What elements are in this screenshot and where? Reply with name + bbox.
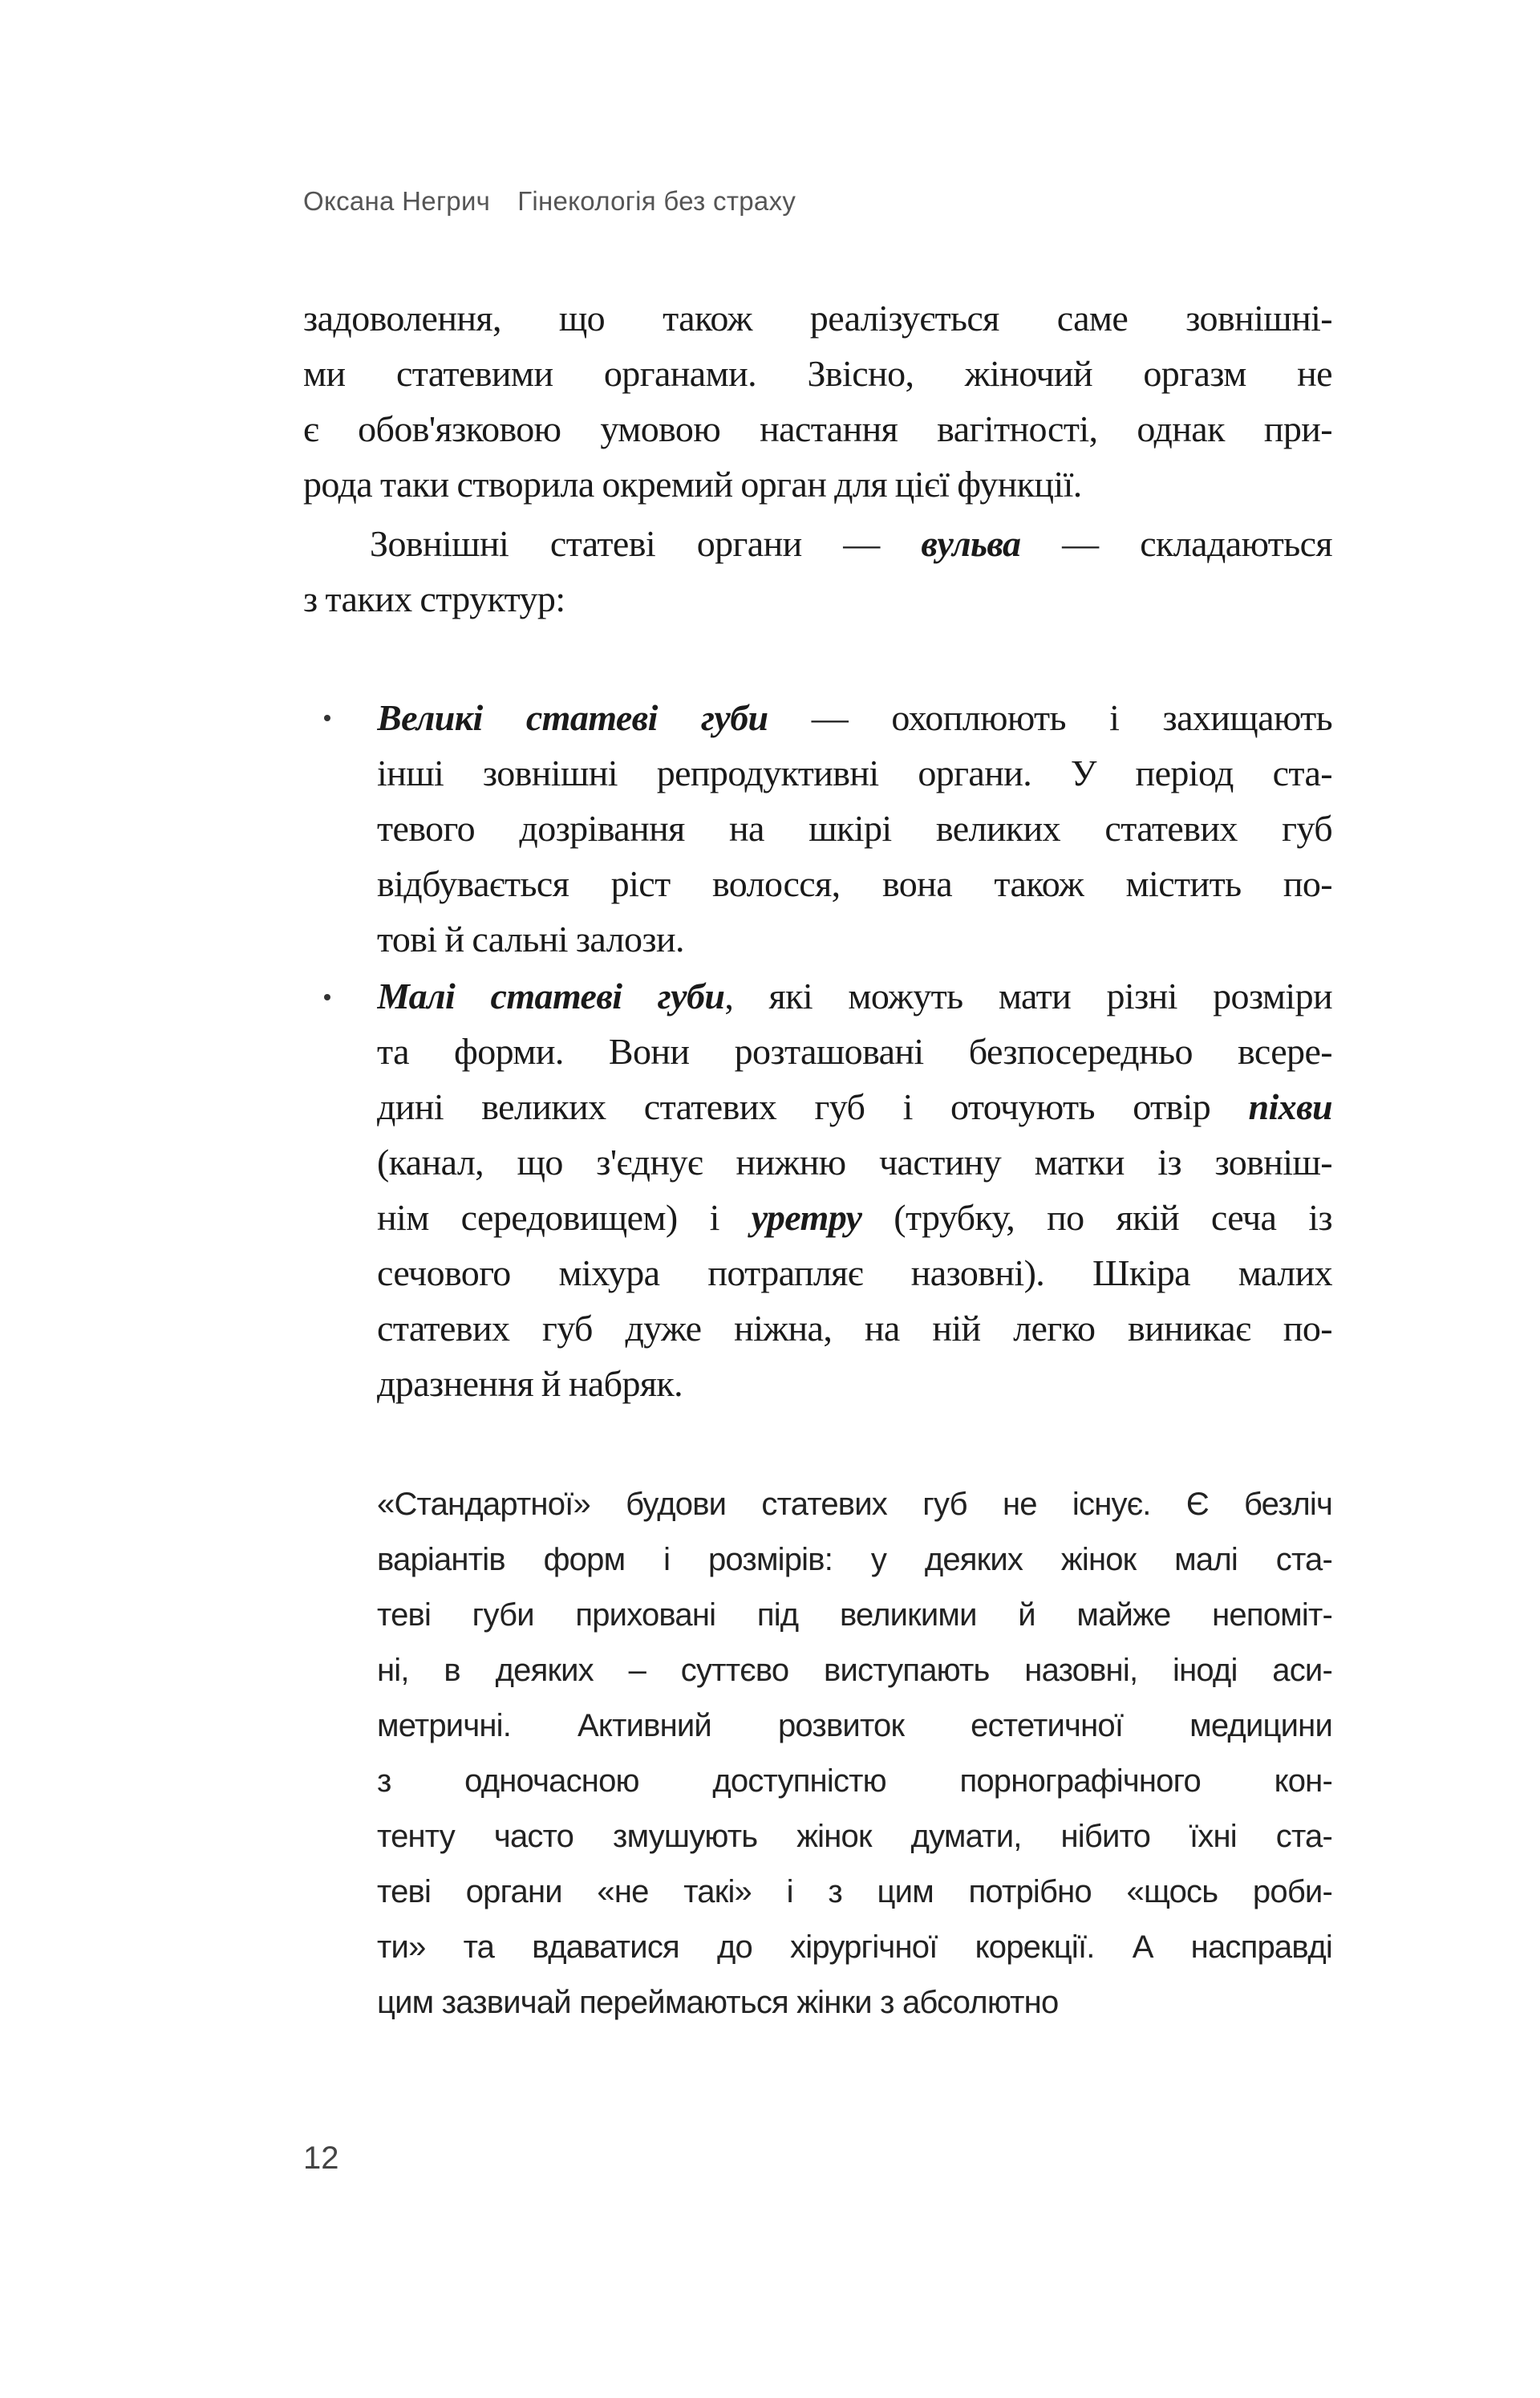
text-line bbox=[377, 1477, 1332, 1532]
text-line bbox=[377, 1024, 1332, 1079]
emphasized-term: вульва bbox=[921, 523, 1021, 564]
running-head bbox=[303, 186, 796, 217]
emphasized-term: піхви bbox=[1248, 1086, 1332, 1127]
text-segment: задоволення, що також реалізується саме зовнішні- bbox=[303, 298, 1332, 339]
text-segment: ні, в деяких – суттєво виступають назовні, іноді аси- bbox=[377, 1653, 1332, 1688]
text-line bbox=[377, 801, 1332, 856]
text-segment: тевого дозрівання на шкірі великих статевих губ bbox=[377, 808, 1332, 849]
book-title: Гінекологія без страху bbox=[517, 186, 796, 216]
text-segment: — охоплюють і захищають bbox=[768, 697, 1332, 738]
text-line bbox=[377, 911, 1332, 967]
text-segment: (трубку, по якій сеча із bbox=[861, 1197, 1332, 1238]
text-line bbox=[303, 401, 1332, 456]
paragraph-intro bbox=[303, 290, 1332, 512]
text-segment: (канал, що з'єднує нижню частину матки із зовніш- bbox=[377, 1142, 1332, 1183]
text-segment: цим зазвичай переймаються жінки з абсолютно bbox=[377, 1985, 1059, 2020]
text-segment: метричні. Активний розвиток естетичної медицини bbox=[377, 1708, 1332, 1743]
emphasized-term: уретру bbox=[751, 1197, 862, 1238]
text-line bbox=[377, 1920, 1332, 1975]
text-segment: є обов'язковою умовою настання вагітності, однак при- bbox=[303, 408, 1332, 449]
text-segment: рода таки створила окремий орган для цієї функції. bbox=[303, 464, 1082, 505]
text-segment: відбувається ріст волосся, вона також містить по- bbox=[377, 863, 1332, 904]
text-segment: варіантів форм і розмірів: у деяких жінок малі ста- bbox=[377, 1542, 1332, 1577]
text-line bbox=[377, 856, 1332, 911]
text-segment: теві губи приховані під великими й майже непоміт- bbox=[377, 1597, 1332, 1633]
text-line bbox=[303, 456, 1332, 512]
text-segment: статевих губ дуже ніжна, на ній легко виникає по- bbox=[377, 1308, 1332, 1349]
text-segment: та форми. Вони розташовані безпосередньо всере- bbox=[377, 1031, 1332, 1072]
text-segment: тенту часто змушують жінок думати, нібито їхні ста- bbox=[377, 1819, 1332, 1854]
text-line bbox=[377, 1809, 1332, 1864]
text-segment: теві органи «не такі» і з цим потрібно «щось роби- bbox=[377, 1874, 1332, 1909]
text-line bbox=[377, 690, 1332, 745]
text-line bbox=[303, 516, 1332, 571]
text-segment: тові й сальні залози. bbox=[377, 919, 684, 960]
text-segment: з одночасною доступністю порнографічного кон- bbox=[377, 1763, 1332, 1799]
text-segment: сечового міхура потрапляє назовні). Шкіра малих bbox=[377, 1252, 1332, 1293]
text-line bbox=[303, 346, 1332, 401]
text-segment: Зовнішні статеві органи — bbox=[370, 523, 922, 564]
text-line bbox=[377, 1754, 1332, 1809]
bullet-icon bbox=[324, 715, 330, 721]
text-line bbox=[377, 1643, 1332, 1698]
text-line bbox=[377, 1356, 1332, 1411]
paragraph-vulva bbox=[303, 516, 1332, 627]
page-number: 12 bbox=[303, 2140, 339, 2176]
text-line bbox=[377, 1079, 1332, 1134]
list-item-labia-minora bbox=[377, 968, 1332, 1411]
text-segment: інші зовнішні репродуктивні органи. У період ста- bbox=[377, 753, 1332, 793]
list-item-labia-majora bbox=[377, 690, 1332, 967]
text-segment: дині великих статевих губ і оточують отвір bbox=[377, 1086, 1249, 1127]
text-line bbox=[377, 1864, 1332, 1920]
text-segment: дразнення й набряк. bbox=[377, 1363, 683, 1404]
emphasized-term: Великі статеві губи bbox=[377, 697, 768, 738]
text-line bbox=[377, 1190, 1332, 1245]
text-line bbox=[377, 1975, 1332, 2031]
text-line bbox=[303, 571, 1332, 627]
text-segment: ми статевими органами. Звісно, жіночий оргазм не bbox=[303, 353, 1332, 394]
text-line bbox=[377, 1698, 1332, 1754]
note-paragraph bbox=[377, 1477, 1332, 2031]
author-name: Оксана Негрич bbox=[303, 186, 491, 216]
text-segment: ти» та вдаватися до хірургічної корекції. А насправді bbox=[377, 1929, 1332, 1965]
emphasized-term: Малі статеві губи bbox=[377, 976, 725, 1016]
text-line bbox=[377, 1300, 1332, 1356]
text-line bbox=[377, 1134, 1332, 1190]
text-line bbox=[377, 1588, 1332, 1643]
text-segment: нім середовищем) і bbox=[377, 1197, 752, 1238]
text-line bbox=[377, 1245, 1332, 1300]
text-segment: «Стандартної» будови статевих губ не існує. Є безліч bbox=[377, 1487, 1332, 1522]
text-segment: , які можуть мати різні розміри bbox=[724, 976, 1332, 1016]
text-segment: — складаються bbox=[1020, 523, 1332, 564]
text-line bbox=[303, 290, 1332, 346]
text-line bbox=[377, 745, 1332, 801]
bullet-icon bbox=[324, 994, 330, 1000]
text-segment: з таких структур: bbox=[303, 578, 565, 619]
text-line bbox=[377, 1532, 1332, 1588]
text-line bbox=[377, 968, 1332, 1024]
